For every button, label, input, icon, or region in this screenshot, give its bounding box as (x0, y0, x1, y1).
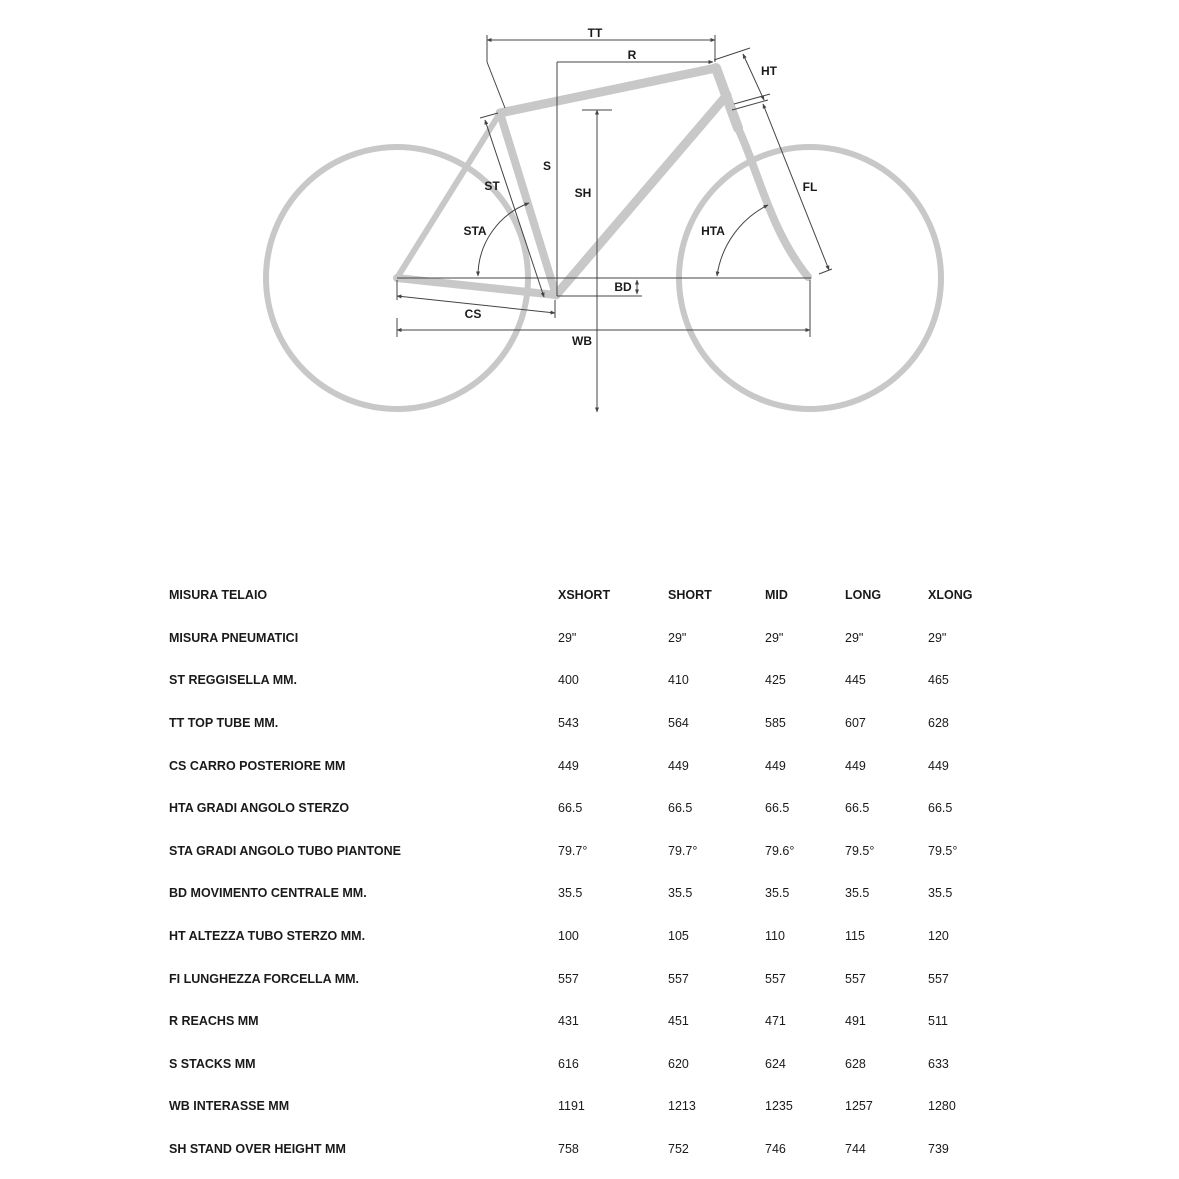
row-value: 471 (765, 1014, 786, 1029)
label-st: ST (484, 179, 500, 193)
row-value: 29" (765, 630, 784, 645)
bike-geometry-diagram (0, 0, 1179, 430)
row-value: 35.5 (668, 886, 693, 901)
label-ht: HT (761, 64, 777, 78)
table-row (0, 872, 1179, 915)
row-value: 29" (668, 630, 687, 645)
row-value: 1213 (668, 1099, 696, 1114)
table-row (0, 617, 1179, 660)
label-s: S (542, 159, 552, 173)
row-value: 35.5 (845, 886, 870, 901)
row-value: 628 (928, 716, 949, 731)
table-row (0, 915, 1179, 958)
row-value: 1280 (928, 1099, 956, 1114)
label-hta: HTA (701, 224, 725, 238)
row-value: 557 (845, 971, 866, 986)
row-value: 79.6° (765, 843, 795, 858)
row-value: 445 (845, 673, 866, 688)
header-size: SHORT (668, 588, 712, 603)
label-cs: CS (464, 307, 482, 321)
row-label: HT ALTEZZA TUBO STERZO MM. (169, 929, 366, 944)
row-value: 105 (668, 929, 689, 944)
row-value: 557 (668, 971, 689, 986)
row-value: 557 (558, 971, 579, 986)
row-value: 449 (928, 758, 949, 773)
row-value: 449 (845, 758, 866, 773)
row-label: ST REGGISELLA MM. (169, 673, 298, 688)
chain-stay (397, 278, 556, 295)
header-size: LONG (845, 588, 882, 603)
label-fl: FL (802, 180, 818, 194)
row-value: 607 (845, 716, 866, 731)
header-size: MID (765, 588, 788, 603)
row-value: 1235 (765, 1099, 793, 1114)
row-label: WB INTERASSE MM (169, 1099, 290, 1114)
row-label: SH STAND OVER HEIGHT MM (169, 1142, 346, 1157)
row-value: 115 (845, 929, 865, 944)
row-label: STA GRADI ANGOLO TUBO PIANTONE (169, 843, 401, 858)
table-row (0, 1043, 1179, 1086)
row-label: MISURA PNEUMATICI (169, 630, 299, 645)
row-value: 35.5 (928, 886, 953, 901)
row-value: 35.5 (765, 886, 790, 901)
row-value: 628 (845, 1056, 866, 1071)
row-value: 29" (845, 630, 864, 645)
row-label: HTA GRADI ANGOLO STERZO (169, 801, 350, 816)
header-label: MISURA TELAIO (169, 588, 268, 603)
seat-stay (397, 113, 500, 278)
row-value: 752 (668, 1142, 689, 1157)
row-value: 557 (928, 971, 949, 986)
table-header (0, 574, 1179, 617)
row-label: CS CARRO POSTERIORE MM (169, 758, 346, 773)
row-value: 110 (765, 929, 785, 944)
row-value: 79.5° (928, 843, 958, 858)
row-value: 557 (765, 971, 786, 986)
row-value: 543 (558, 716, 579, 731)
row-value: 465 (928, 673, 949, 688)
label-tt: TT (587, 26, 603, 40)
row-value: 66.5 (928, 801, 953, 816)
table-row (0, 787, 1179, 830)
table-body (0, 617, 1179, 1171)
label-sta: STA (463, 224, 487, 238)
row-value: 66.5 (668, 801, 693, 816)
row-value: 100 (558, 929, 579, 944)
row-value: 66.5 (845, 801, 870, 816)
row-value: 620 (668, 1056, 689, 1071)
row-label: TT TOP TUBE MM. (169, 716, 279, 731)
row-value: 564 (668, 716, 689, 731)
label-r: R (627, 48, 637, 62)
row-value: 79.5° (845, 843, 875, 858)
bike-frame (397, 68, 808, 295)
label-wb: WB (572, 334, 592, 348)
row-value: 431 (558, 1014, 579, 1029)
header-size: XLONG (928, 588, 973, 603)
row-value: 449 (765, 758, 786, 773)
row-value: 449 (668, 758, 689, 773)
row-value: 79.7° (668, 843, 698, 858)
table-row (0, 957, 1179, 1000)
row-value: 744 (845, 1142, 866, 1157)
table-row (0, 830, 1179, 873)
row-value: 739 (928, 1142, 949, 1157)
geometry-table (0, 574, 1179, 1170)
row-value: 120 (928, 929, 949, 944)
label-sh: SH (574, 186, 592, 200)
row-value: 585 (765, 716, 786, 731)
row-value: 451 (668, 1014, 689, 1029)
row-value: 758 (558, 1142, 579, 1157)
row-value: 66.5 (558, 801, 583, 816)
row-label: BD MOVIMENTO CENTRALE MM. (169, 886, 367, 901)
row-value: 400 (558, 673, 579, 688)
row-value: 511 (928, 1014, 948, 1029)
row-value: 633 (928, 1056, 949, 1071)
row-value: 29" (558, 630, 577, 645)
table-row (0, 702, 1179, 745)
row-value: 79.7° (558, 843, 588, 858)
label-bd: BD (614, 280, 632, 294)
row-value: 410 (668, 673, 689, 688)
header-row (0, 574, 1179, 617)
table-row (0, 1085, 1179, 1128)
table-row (0, 1128, 1179, 1171)
table-row (0, 659, 1179, 702)
row-value: 616 (558, 1056, 579, 1071)
row-value: 66.5 (765, 801, 790, 816)
row-label: S STACKS MM (169, 1056, 256, 1071)
row-value: 624 (765, 1056, 786, 1071)
row-value: 1257 (845, 1099, 873, 1114)
row-value: 491 (845, 1014, 866, 1029)
row-label: R REACHS MM (169, 1014, 259, 1029)
row-value: 1191 (558, 1099, 585, 1114)
row-value: 29" (928, 630, 947, 645)
row-value: 449 (558, 758, 579, 773)
row-value: 35.5 (558, 886, 583, 901)
table-row (0, 1000, 1179, 1043)
row-label: FI LUNGHEZZA FORCELLA MM. (169, 971, 360, 986)
header-size: XSHORT (558, 588, 611, 603)
table-row (0, 744, 1179, 787)
row-value: 425 (765, 673, 786, 688)
top-tube (500, 68, 716, 113)
row-value: 746 (765, 1142, 786, 1157)
